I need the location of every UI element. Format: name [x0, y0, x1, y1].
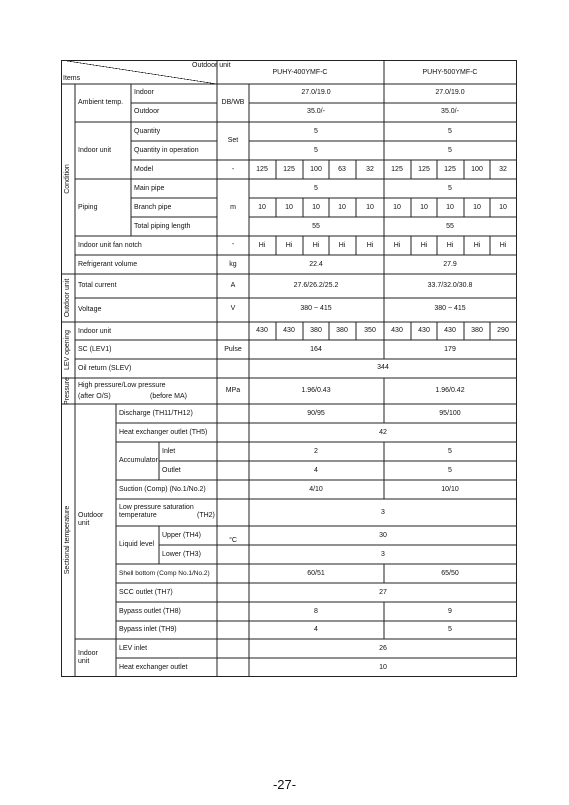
outdoor-unit-group-label-2: unit	[78, 520, 90, 527]
outlet-label: Outlet	[162, 467, 181, 474]
fan-notch-label: Indoor unit fan notch	[78, 242, 142, 249]
model-400-cell: 125	[283, 166, 295, 173]
fan-500-cell: Hi	[473, 242, 481, 249]
lev-indoor-unit-label: Indoor unit	[78, 328, 112, 335]
branch-500-cell: 10	[446, 204, 454, 211]
lower-value: 3	[381, 551, 385, 558]
lev-400-cell: 380	[336, 327, 348, 334]
model-500-cell: 32	[499, 166, 507, 173]
bypass-inlet-label: Bypass inlet (TH9)	[119, 626, 177, 633]
ambient-outdoor-500: 35.0/-	[441, 108, 459, 115]
upper-th4-label: Upper (TH4)	[162, 532, 201, 539]
outdoor-unit-group-label: Outdoor	[78, 512, 104, 519]
sc-400: 164	[310, 346, 322, 353]
m-unit: m	[230, 204, 236, 211]
ambient-indoor-label: Indoor	[134, 89, 154, 96]
quantity-500: 5	[448, 128, 452, 135]
lev-400-cell: 430	[256, 327, 268, 334]
section-sectional-temperature: Sectional temperature	[64, 505, 71, 575]
total-len-400: 55	[312, 223, 320, 230]
voltage-400: 380 ~ 415	[300, 305, 332, 312]
qty-op-500: 5	[448, 147, 452, 154]
outdoor-unit-header: Outdoor unit	[192, 62, 231, 69]
hex-outlet-th5-label: Heat exchanger outlet (TH5)	[119, 429, 208, 436]
ambient-outdoor-label: Outdoor	[134, 108, 160, 115]
low-pressure-th2: (TH2)	[197, 512, 215, 519]
pressure-400: 1.96/0.43	[301, 387, 331, 394]
oil-return-label: Oil return (SLEV)	[78, 365, 132, 372]
ambient-indoor-400: 27.0/19.0	[301, 89, 331, 96]
model-500-header: PUHY-500YMF-C	[422, 69, 478, 76]
pressure-label: High pressure/Low pressure	[78, 382, 166, 389]
branch-500-cell: 10	[420, 204, 428, 211]
fan-500-cell: Hi	[446, 242, 454, 249]
section-condition: Condition	[64, 164, 71, 194]
refrig-500: 27.9	[443, 261, 457, 268]
branch-400-cell: 10	[312, 204, 320, 211]
branch-400-cell: 10	[366, 204, 374, 211]
model-400-cell: 100	[310, 166, 322, 173]
pressure-500: 1.96/0.42	[435, 387, 465, 394]
total-current-label: Total current	[78, 282, 117, 289]
model-500-cell: 125	[444, 166, 456, 173]
model-400-header: PUHY-400YMF-C	[272, 69, 328, 76]
v-unit: V	[230, 305, 236, 312]
indoor-unit-group-label: Indoor	[78, 650, 98, 657]
fan-500-cell: Hi	[393, 242, 401, 249]
pressure-after-label: (after O/S)	[78, 393, 111, 400]
liquid-level-label: Liquid level	[119, 541, 155, 548]
shell-500: 65/50	[441, 570, 459, 577]
inlet-label: Inlet	[162, 448, 176, 455]
ambient-temp-label: Ambient temp.	[78, 99, 124, 106]
shell-bottom-label: Shell bottom (Comp No.1/No.2)	[119, 570, 210, 577]
upper-value: 30	[379, 532, 387, 539]
bypass-outlet-label: Bypass outlet (TH8)	[119, 608, 181, 615]
specification-table	[61, 60, 517, 677]
discharge-label: Discharge (TH11/TH12)	[119, 410, 193, 417]
lower-th3-label: Lower (TH3)	[162, 551, 201, 558]
section-pressure: Pressure	[64, 376, 71, 406]
total-len-500: 55	[446, 223, 454, 230]
model-400-cell: 125	[256, 166, 268, 173]
current-400: 27.6/26.2/25.2	[293, 282, 339, 289]
items-header: Items	[63, 75, 81, 82]
set-unit: Set	[227, 137, 239, 144]
low-pressure-label: Low pressure saturation	[119, 504, 194, 511]
pulse-unit: Pulse	[224, 346, 242, 353]
suction-400: 4/10	[309, 486, 323, 493]
discharge-500: 95/100	[439, 410, 461, 417]
qty-op-400: 5	[314, 147, 318, 154]
low-pressure-value: 3	[381, 509, 385, 516]
branch-500-cell: 10	[499, 204, 507, 211]
page-number: -27-	[272, 777, 297, 792]
branch-pipe-label: Branch pipe	[134, 204, 172, 211]
fan-400-cell: Hi	[312, 242, 320, 249]
sc-500: 179	[444, 346, 456, 353]
kg-unit: kg	[229, 261, 237, 268]
hex-outlet-label: Heat exchanger outlet	[119, 664, 188, 671]
section-lev-opening: LEV opening	[64, 329, 71, 371]
indoor-unit-group-label-2: unit	[78, 658, 90, 665]
section-outdoor-unit: Outdoor unit	[64, 278, 71, 318]
oil-return-value: 344	[377, 364, 389, 371]
lev-400-cell: 350	[364, 327, 376, 334]
quantity-label: Quantity	[134, 128, 161, 135]
a-unit: A	[230, 282, 236, 289]
main-pipe-500: 5	[448, 185, 452, 192]
quantity-in-operation-label: Quantity in operation	[134, 147, 199, 154]
sc-lev1-label: SC (LEV1)	[78, 346, 112, 353]
model-400-cell: 63	[338, 166, 346, 173]
lev-500-cell: 430	[444, 327, 456, 334]
acc-outlet-400: 4	[314, 467, 318, 474]
model-label: Model	[134, 166, 154, 173]
main-pipe-label: Main pipe	[134, 185, 165, 192]
suction-500: 10/10	[441, 486, 459, 493]
bypass-inlet-400: 4	[314, 626, 318, 633]
refrig-400: 22.4	[309, 261, 323, 268]
acc-inlet-500: 5	[448, 448, 452, 455]
branch-400-cell: 10	[258, 204, 266, 211]
branch-500-cell: 10	[473, 204, 481, 211]
branch-500-cell: 10	[393, 204, 401, 211]
mpa-unit: MPa	[225, 387, 241, 394]
quantity-400: 5	[314, 128, 318, 135]
scc-outlet-value: 27	[379, 589, 387, 596]
fan-400-cell: Hi	[258, 242, 266, 249]
ambient-outdoor-400: 35.0/-	[307, 108, 325, 115]
accumulator-label: Accumulator	[119, 457, 158, 464]
shell-400: 60/51	[307, 570, 325, 577]
model-500-cell: 100	[471, 166, 483, 173]
fan-notch-unit: -	[231, 241, 235, 248]
hex-outlet-th5-value: 42	[379, 429, 387, 436]
lev-500-cell: 380	[471, 327, 483, 334]
scc-outlet-label: SCC outlet (TH7)	[119, 589, 173, 596]
fan-400-cell: Hi	[338, 242, 346, 249]
lev-inlet-value: 26	[379, 645, 387, 652]
branch-400-cell: 10	[338, 204, 346, 211]
model-500-cell: 125	[418, 166, 430, 173]
pressure-before-label: (before MA)	[150, 393, 187, 400]
lev-inlet-label: LEV inlet	[119, 645, 148, 652]
fan-500-cell: Hi	[499, 242, 507, 249]
indoor-unit-label: Indoor unit	[78, 147, 112, 154]
voltage-500: 380 ~ 415	[434, 305, 466, 312]
lev-400-cell: 380	[310, 327, 322, 334]
lev-500-cell: 290	[497, 327, 509, 334]
lev-400-cell: 430	[283, 327, 295, 334]
voltage-label: Voltage	[78, 306, 102, 313]
acc-inlet-400: 2	[314, 448, 318, 455]
branch-400-cell: 10	[285, 204, 293, 211]
celsius-unit: °C	[229, 537, 237, 544]
current-500: 33.7/32.0/30.8	[427, 282, 473, 289]
fan-400-cell: Hi	[366, 242, 374, 249]
acc-outlet-500: 5	[448, 467, 452, 474]
model-400-cell: 32	[366, 166, 374, 173]
low-pressure-label-2: temperature	[119, 512, 157, 519]
total-piping-length-label: Total piping length	[134, 223, 191, 230]
hex-outlet-value: 10	[379, 664, 387, 671]
ambient-indoor-500: 27.0/19.0	[435, 89, 465, 96]
model-unit: -	[231, 166, 235, 173]
fan-500-cell: Hi	[420, 242, 428, 249]
lev-500-cell: 430	[418, 327, 430, 334]
discharge-400: 90/95	[307, 410, 325, 417]
refrigerant-volume-label: Refrigerant volume	[78, 261, 138, 268]
piping-label: Piping	[78, 204, 98, 211]
dbwb-unit: DB/WB	[221, 99, 245, 106]
fan-400-cell: Hi	[285, 242, 293, 249]
bypass-outlet-500: 9	[448, 608, 452, 615]
lev-500-cell: 430	[391, 327, 403, 334]
bypass-outlet-400: 8	[314, 608, 318, 615]
suction-label: Suction (Comp) (No.1/No.2)	[119, 486, 206, 493]
main-pipe-400: 5	[314, 185, 318, 192]
bypass-inlet-500: 5	[448, 626, 452, 633]
model-500-cell: 125	[391, 166, 403, 173]
